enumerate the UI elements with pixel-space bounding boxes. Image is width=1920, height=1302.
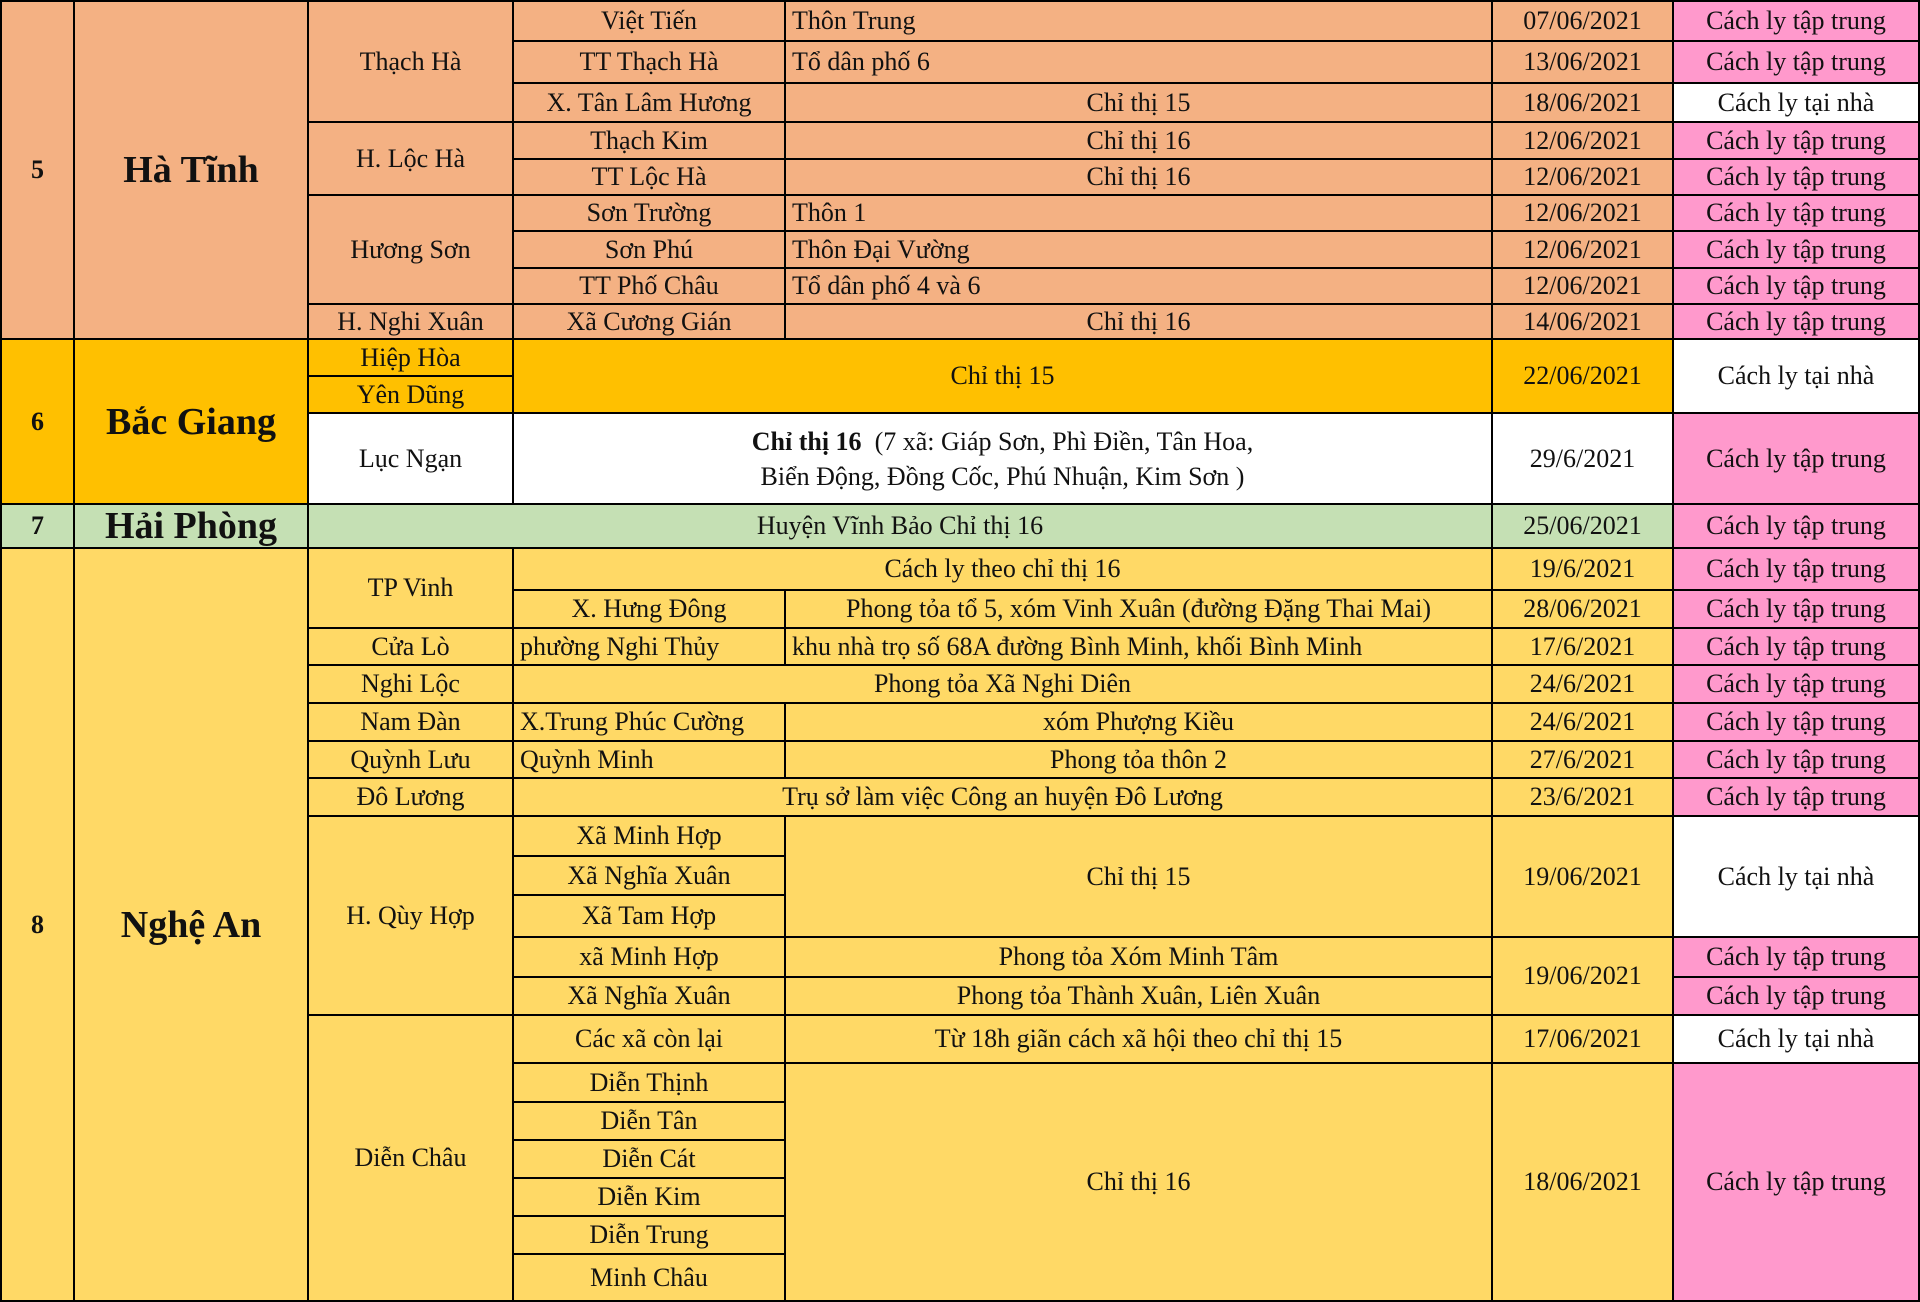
district-cell: H. Lộc Hà bbox=[307, 121, 514, 196]
date-cell: 23/6/2021 bbox=[1491, 777, 1674, 817]
measure-cell: Cách ly tập trung bbox=[1672, 664, 1920, 704]
area-cell: Thôn Trung bbox=[784, 0, 1493, 42]
area-cell: Thôn Đại Vường bbox=[784, 230, 1493, 269]
stt-cell: 7 bbox=[0, 503, 75, 549]
area-cell: Chỉ thị 16 bbox=[784, 1062, 1493, 1302]
commune-cell: TT Lộc Hà bbox=[512, 158, 786, 196]
measure-cell: Cách ly tập trung bbox=[1672, 503, 1920, 549]
commune-cell: Sơn Trường bbox=[512, 194, 786, 232]
commune-cell: X. Tân Lâm Hương bbox=[512, 82, 786, 123]
area-cell: khu nhà trọ số 68A đường Bình Minh, khối Bình Minh bbox=[784, 627, 1493, 666]
measure-cell: Cách ly tập trung bbox=[1672, 194, 1920, 232]
date-cell: 12/06/2021 bbox=[1491, 121, 1674, 160]
area-cell: Phong tỏa Xã Nghi Diên bbox=[512, 664, 1493, 704]
commune-cell: X. Hưng Đông bbox=[512, 589, 786, 629]
district-cell: Quỳnh Lưu bbox=[307, 740, 514, 779]
area-cell: xóm Phượng Kiều bbox=[784, 702, 1493, 742]
measure-cell: Cách ly tập trung bbox=[1672, 936, 1920, 978]
date-cell: 19/06/2021 bbox=[1491, 815, 1674, 938]
area-cell: Phong tỏa thôn 2 bbox=[784, 740, 1493, 779]
commune-cell: TT Phố Châu bbox=[512, 267, 786, 305]
commune-cell: Diễn Thịnh bbox=[512, 1062, 786, 1103]
date-cell: 24/6/2021 bbox=[1491, 702, 1674, 742]
commune-cell: TT Thạch Hà bbox=[512, 40, 786, 84]
district-cell: Hương Sơn bbox=[307, 194, 514, 305]
commune-cell: Sơn Phú bbox=[512, 230, 786, 269]
district-cell: Yên Dũng bbox=[307, 375, 514, 414]
measure-cell: Cách ly tập trung bbox=[1672, 1062, 1920, 1302]
area-cell: Từ 18h giãn cách xã hội theo chỉ thị 15 bbox=[784, 1014, 1493, 1064]
date-cell: 29/6/2021 bbox=[1491, 412, 1674, 505]
commune-cell: xã Minh Hợp bbox=[512, 936, 786, 978]
measure-cell: Cách ly tập trung bbox=[1672, 589, 1920, 629]
area-cell: Huyện Vĩnh Bảo Chỉ thị 16 bbox=[307, 503, 1493, 549]
district-cell: Diễn Châu bbox=[307, 1014, 514, 1302]
area-cell: Tổ dân phố 4 và 6 bbox=[784, 267, 1493, 305]
district-cell: Nghi Lộc bbox=[307, 664, 514, 704]
measure-cell: Cách ly tập trung bbox=[1672, 627, 1920, 666]
commune-cell: Diễn Kim bbox=[512, 1177, 786, 1217]
area-line-1 bbox=[752, 424, 1253, 459]
district-cell: H. Qùy Hợp bbox=[307, 815, 514, 1016]
measure-cell: Cách ly tập trung bbox=[1672, 158, 1920, 196]
date-cell: 13/06/2021 bbox=[1491, 40, 1674, 84]
district-cell: H. Nghi Xuân bbox=[307, 303, 514, 340]
date-cell: 17/06/2021 bbox=[1491, 1014, 1674, 1064]
date-cell: 24/6/2021 bbox=[1491, 664, 1674, 704]
area-cell: Phong tỏa Thành Xuân, Liên Xuân bbox=[784, 976, 1493, 1016]
measure-cell: Cách ly tập trung bbox=[1672, 740, 1920, 779]
date-cell: 12/06/2021 bbox=[1491, 230, 1674, 269]
area-cell: Cách ly theo chỉ thị 16 bbox=[512, 547, 1493, 591]
commune-cell: Việt Tiến bbox=[512, 0, 786, 42]
district-cell: Lục Ngạn bbox=[307, 412, 514, 505]
measure-cell: Cách ly tại nhà bbox=[1672, 82, 1920, 123]
commune-cell: Xã Minh Hợp bbox=[512, 815, 786, 857]
measure-cell: Cách ly tập trung bbox=[1672, 121, 1920, 160]
area-cell: Tổ dân phố 6 bbox=[784, 40, 1493, 84]
stt-cell: 8 bbox=[0, 547, 75, 1302]
commune-cell: Xã Cương Gián bbox=[512, 303, 786, 340]
commune-cell: Diễn Trung bbox=[512, 1215, 786, 1255]
date-cell: 17/6/2021 bbox=[1491, 627, 1674, 666]
date-cell: 19/6/2021 bbox=[1491, 547, 1674, 591]
province-name: Nghệ An bbox=[73, 547, 309, 1302]
commune-cell: Thạch Kim bbox=[512, 121, 786, 160]
area-cell: Chỉ thị 15 bbox=[512, 338, 1493, 414]
district-cell: Cửa Lò bbox=[307, 627, 514, 666]
directive-label: Chỉ thị 16 bbox=[751, 426, 862, 456]
date-cell: 14/06/2021 bbox=[1491, 303, 1674, 340]
measure-cell: Cách ly tập trung bbox=[1672, 702, 1920, 742]
stt-cell: 6 bbox=[0, 338, 75, 505]
province-name: Hải Phòng bbox=[73, 503, 309, 549]
area-line-2: Biển Động, Đồng Cốc, Phú Nhuận, Kim Sơn ) bbox=[760, 461, 1245, 491]
commune-cell: Các xã còn lại bbox=[512, 1014, 786, 1064]
measure-cell: Cách ly tập trung bbox=[1672, 0, 1920, 42]
district-cell: Đô Lương bbox=[307, 777, 514, 817]
date-cell: 19/06/2021 bbox=[1491, 936, 1674, 1016]
province-name: Bắc Giang bbox=[73, 338, 309, 505]
date-cell: 12/06/2021 bbox=[1491, 158, 1674, 196]
area-cell: Phong tỏa tổ 5, xóm Vinh Xuân (đường Đặng Thai Mai) bbox=[784, 589, 1493, 629]
measure-cell: Cách ly tập trung bbox=[1672, 267, 1920, 305]
measure-cell: Cách ly tập trung bbox=[1672, 777, 1920, 817]
district-cell: Nam Đàn bbox=[307, 702, 514, 742]
commune-cell: Xã Tam Hợp bbox=[512, 894, 786, 938]
measure-cell: Cách ly tại nhà bbox=[1672, 1014, 1920, 1064]
commune-cell: Quỳnh Minh bbox=[512, 740, 786, 779]
measure-cell: Cách ly tập trung bbox=[1672, 303, 1920, 340]
area-cell: Trụ sở làm việc Công an huyện Đô Lương bbox=[512, 777, 1493, 817]
measure-cell: Cách ly tập trung bbox=[1672, 40, 1920, 84]
stt-cell: 5 bbox=[0, 0, 75, 340]
date-cell: 27/6/2021 bbox=[1491, 740, 1674, 779]
date-cell: 18/06/2021 bbox=[1491, 1062, 1674, 1302]
date-cell: 22/06/2021 bbox=[1491, 338, 1674, 414]
area-cell bbox=[512, 412, 1493, 505]
commune-cell: X.Trung Phúc Cường bbox=[512, 702, 786, 742]
date-cell: 12/06/2021 bbox=[1491, 267, 1674, 305]
district-cell: TP Vinh bbox=[307, 547, 514, 629]
area-cell: Chỉ thị 16 bbox=[784, 158, 1493, 196]
area-cell: Phong tỏa Xóm Minh Tâm bbox=[784, 936, 1493, 978]
measure-cell: Cách ly tập trung bbox=[1672, 412, 1920, 505]
area-cell: Chỉ thị 15 bbox=[784, 82, 1493, 123]
area-cell: Chỉ thị 16 bbox=[784, 303, 1493, 340]
district-cell: Thạch Hà bbox=[307, 0, 514, 123]
date-cell: 12/06/2021 bbox=[1491, 194, 1674, 232]
date-cell: 25/06/2021 bbox=[1491, 503, 1674, 549]
commune-cell: Diễn Cát bbox=[512, 1139, 786, 1179]
district-cell: Hiệp Hòa bbox=[307, 338, 514, 377]
area-cell: Thôn 1 bbox=[784, 194, 1493, 232]
commune-cell: Diễn Tân bbox=[512, 1101, 786, 1141]
area-text: (7 xã: Giáp Sơn, Phì Điền, Tân Hoa, bbox=[874, 426, 1254, 456]
measure-cell: Cách ly tập trung bbox=[1672, 230, 1920, 269]
province-name: Hà Tĩnh bbox=[73, 0, 309, 340]
measure-cell: Cách ly tập trung bbox=[1672, 976, 1920, 1016]
date-cell: 28/06/2021 bbox=[1491, 589, 1674, 629]
date-cell: 07/06/2021 bbox=[1491, 0, 1674, 42]
commune-cell: Xã Nghĩa Xuân bbox=[512, 976, 786, 1016]
commune-cell: phường Nghi Thủy bbox=[512, 627, 786, 666]
measure-cell: Cách ly tại nhà bbox=[1672, 338, 1920, 414]
measure-cell: Cách ly tập trung bbox=[1672, 547, 1920, 591]
commune-cell: Minh Châu bbox=[512, 1253, 786, 1302]
measure-cell: Cách ly tại nhà bbox=[1672, 815, 1920, 938]
commune-cell: Xã Nghĩa Xuân bbox=[512, 855, 786, 896]
date-cell: 18/06/2021 bbox=[1491, 82, 1674, 123]
area-cell: Chỉ thị 16 bbox=[784, 121, 1493, 160]
area-cell: Chỉ thị 15 bbox=[784, 815, 1493, 938]
